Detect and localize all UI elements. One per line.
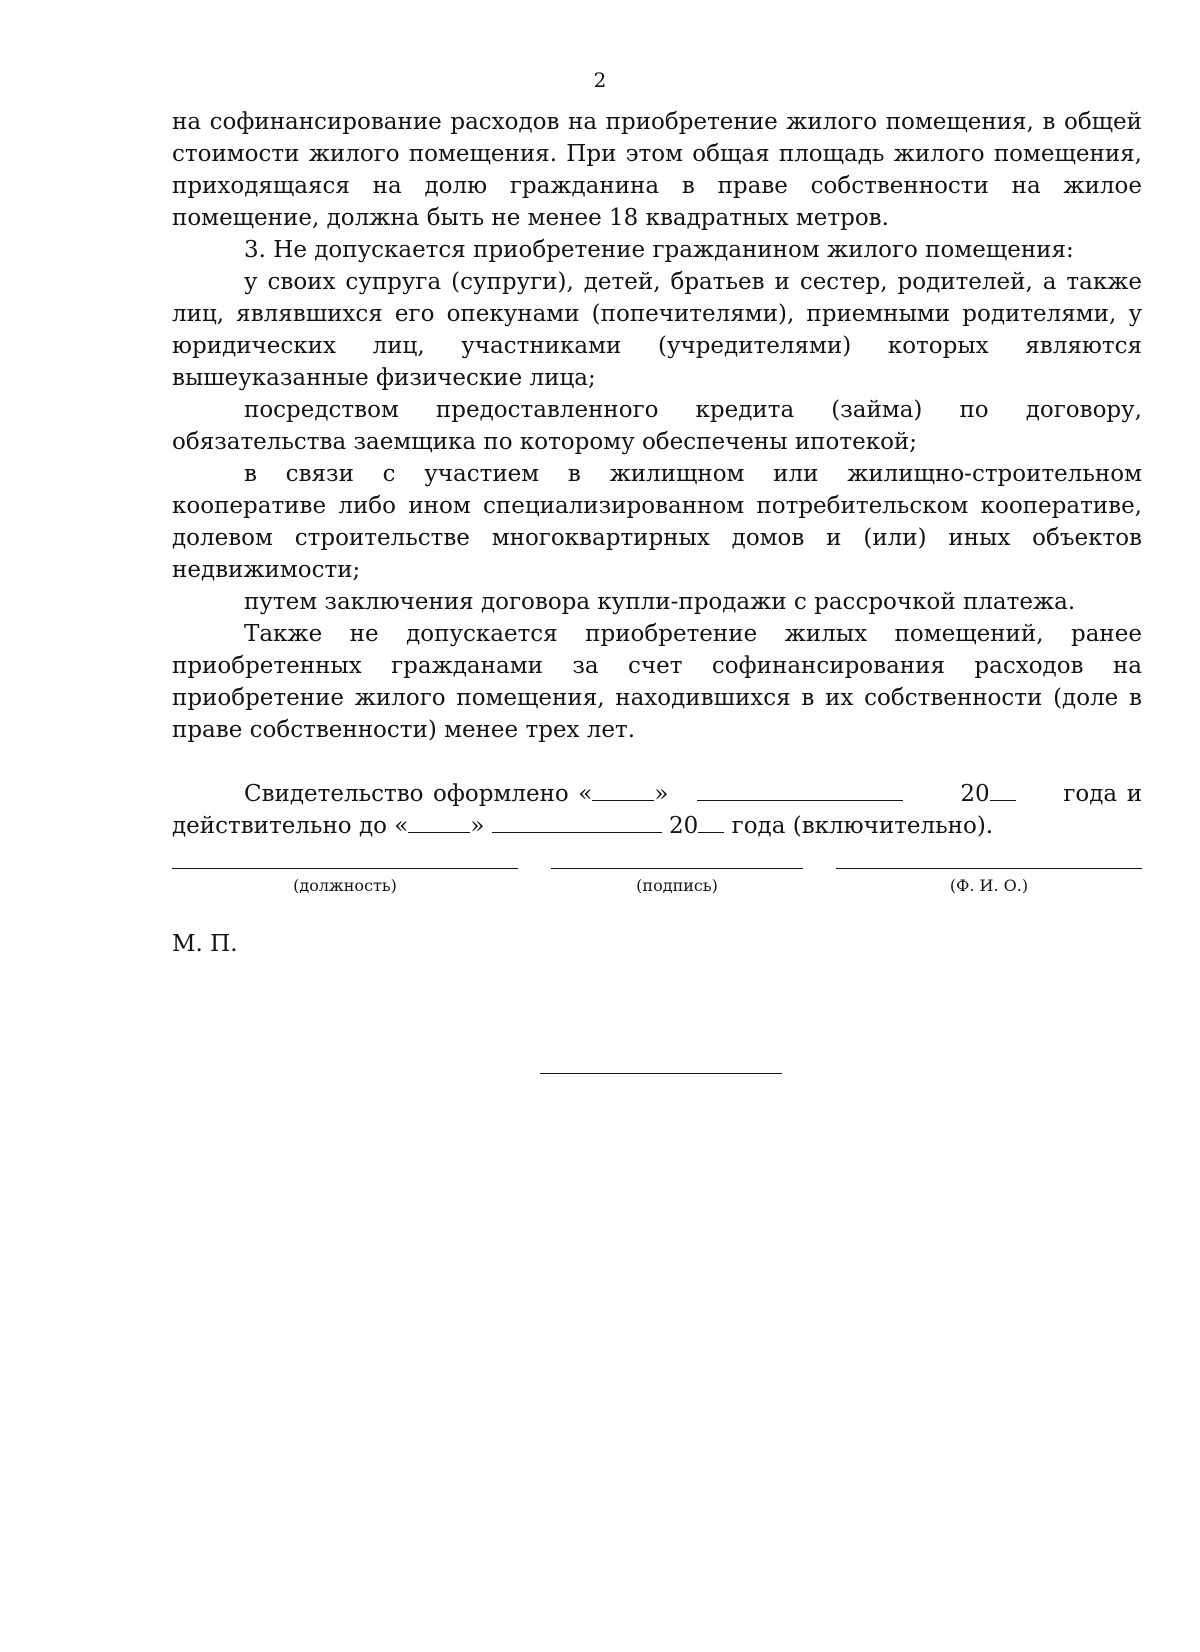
paragraph-cooperative: в связи с участием в жилищном или жилищно-строительном кооперативе либо ином специализированном потребительском кооперативе, долевом строительстве многоквартирных домов и (или) иных объектов недвижимости;: [172, 461, 1142, 583]
paragraph-item-3: 3. Не допускается приобретение гражданином жилого помещения:: [244, 237, 1074, 263]
paragraph-continuation: на софинансирование расходов на приобретение жилого помещения, в общей стоимости жилого помещения. При этом общая площадь жилого помещения, приходящаяся на долю гражданина в праве собственности на жилое помещение, должна быть не менее 18 квадратных метров.: [172, 109, 1142, 231]
signature-caption: (подпись): [636, 876, 718, 895]
end-of-document-rule: [540, 1073, 782, 1074]
seal-label: М. П.: [172, 931, 238, 957]
signature-line: [551, 868, 803, 869]
paragraph-installment: путем заключения договора купли-продажи с рассрочкой платежа.: [244, 589, 1076, 615]
position-column: [172, 868, 518, 897]
signature-column: [551, 868, 803, 897]
certificate-issued-prefix: Свидетельство оформлено «: [244, 781, 593, 807]
issued-year-prefix: 20: [960, 781, 990, 807]
issued-year-blank: [990, 778, 1016, 801]
page-number: 2: [593, 68, 607, 92]
valid-prefix: действительно до «: [172, 813, 409, 839]
valid-quote-close: »: [470, 813, 485, 839]
name-column: [836, 868, 1142, 897]
position-caption: (должность): [293, 876, 397, 895]
issued-quote-close: »: [654, 781, 669, 807]
valid-suffix: года (включительно).: [731, 813, 994, 839]
paragraph-mortgage: посредством предоставленного кредита (займа) по договору, обязательства заемщика по которому обеспечены ипотекой;: [172, 397, 1142, 455]
certificate-dates: [172, 778, 1142, 842]
valid-month-blank: [492, 810, 662, 833]
document-body: [172, 106, 1142, 842]
issued-month-blank: [697, 778, 903, 801]
paragraph-relatives: у своих супруга (супруги), детей, братьев и сестер, родителей, а также лиц, являвшихся его опекунами (попечителями), приемными родителями, у юридических лиц, участниками (учредителями) которых являются вышеуказанные физические лица;: [172, 269, 1142, 391]
valid-day-blank: [408, 810, 470, 833]
valid-year-prefix: 20: [669, 813, 699, 839]
name-caption: (Ф. И. О.): [949, 876, 1029, 895]
paragraph-resale: Также не допускается приобретение жилых помещений, ранее приобретенных гражданами за счет софинансирования расходов на приобретение жилого помещения, находившихся в их собственности (доле в праве собственности) менее трех лет.: [172, 621, 1142, 743]
name-line: [836, 868, 1142, 869]
position-line: [172, 868, 518, 869]
valid-year-blank: [698, 810, 724, 833]
signature-block: [172, 868, 1142, 897]
issued-day-blank: [592, 778, 654, 801]
issued-suffix: года и: [1063, 781, 1143, 807]
